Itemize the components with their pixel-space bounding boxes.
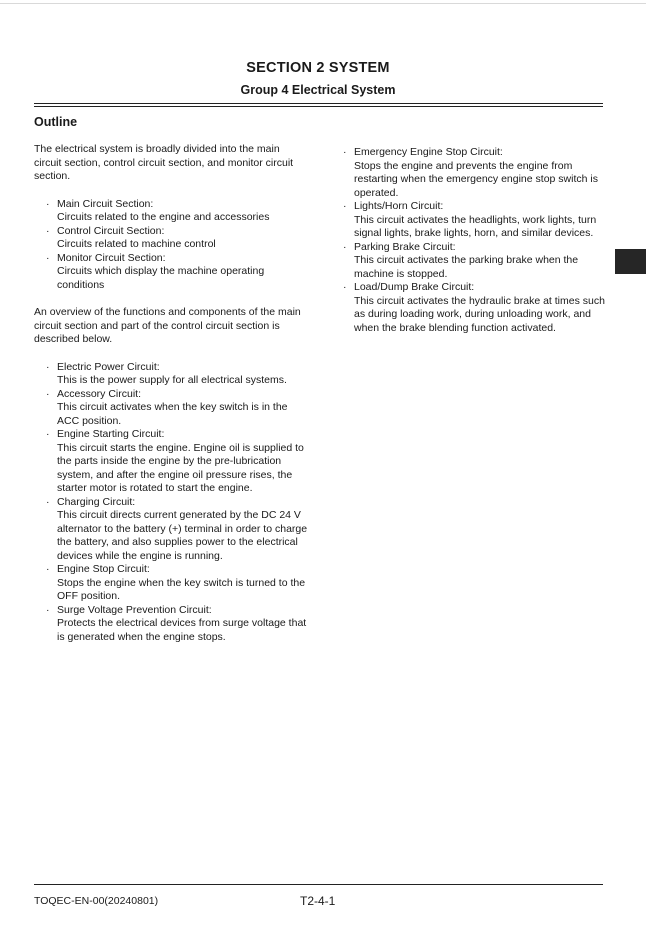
overview-paragraph: An overview of the functions and components of the main circuit section and part of the control circuit section is described below. xyxy=(34,306,301,345)
item-desc: This is the power supply for all electrical systems. xyxy=(57,374,287,386)
list-item xyxy=(34,604,309,645)
bullet-icon: · xyxy=(46,224,50,237)
list-item xyxy=(343,146,608,200)
bullet-icon: · xyxy=(46,603,50,616)
item-desc: This circuit directs current generated by the DC 24 V alternator to the battery (+) terminal in order to charge the battery, and also supplies power to the electrical devices while the engine is running. xyxy=(57,509,308,562)
section-title: SECTION 2 SYSTEM xyxy=(246,60,390,76)
item-desc: Circuits which display the machine operating conditions xyxy=(57,265,265,291)
top-rule xyxy=(0,3,646,4)
list-item xyxy=(343,241,608,282)
item-desc: This circuit starts the engine. Engine oil is supplied to the parts inside the engine by the pre-lubrication system, and after the engine oil pressure rises, the starter motor is rotated to start the engine. xyxy=(57,441,304,494)
item-desc: This circuit activates the headlights, work lights, turn signal lights, brake lights, horn, and similar devices. xyxy=(354,213,597,239)
bullet-icon: · xyxy=(46,387,50,400)
list-item xyxy=(34,388,309,429)
item-title: Engine Stop Circuit: xyxy=(57,563,150,575)
list-item xyxy=(34,252,309,293)
list-item xyxy=(34,198,309,225)
circuit-list-left xyxy=(34,361,309,645)
item-title: Electric Power Circuit: xyxy=(57,360,160,373)
item-title: Charging Circuit: xyxy=(57,495,136,508)
list-item xyxy=(34,496,309,564)
bullet-icon: · xyxy=(343,200,347,212)
item-desc: Stops the engine and prevents the engine from restarting when the emergency engine stop switch is operated. xyxy=(354,159,598,199)
footer-rule xyxy=(34,884,603,885)
list-item xyxy=(34,361,309,388)
item-desc: Circuits related to machine control xyxy=(57,238,216,250)
bullet-icon: · xyxy=(46,495,50,508)
bullet-icon: · xyxy=(46,197,50,210)
item-desc: This circuit activates the parking brake when the machine is stopped. xyxy=(354,254,579,280)
page-number: T2-4-1 xyxy=(300,894,336,908)
item-title: Load/Dump Brake Circuit: xyxy=(354,281,475,293)
bullet-icon: · xyxy=(343,240,347,253)
section-list xyxy=(34,198,309,293)
list-item xyxy=(34,225,309,252)
right-column xyxy=(343,146,608,349)
left-column xyxy=(34,143,309,658)
document-code: TOQEC-EN-00(20240801) xyxy=(34,895,159,907)
item-title: Surge Voltage Prevention Circuit: xyxy=(57,603,212,616)
list-item xyxy=(343,200,608,241)
list-item xyxy=(343,281,608,335)
item-title: Engine Starting Circuit: xyxy=(57,428,165,440)
bullet-icon: · xyxy=(46,428,50,440)
bullet-icon: · xyxy=(46,360,50,373)
item-title: Parking Brake Circuit: xyxy=(354,240,456,253)
outline-heading: Outline xyxy=(34,115,78,129)
item-title: Emergency Engine Stop Circuit: xyxy=(354,146,503,158)
item-title: Accessory Circuit: xyxy=(57,387,142,400)
item-title: Lights/Horn Circuit: xyxy=(354,200,444,212)
bullet-icon: · xyxy=(343,281,347,293)
section-tab-marker xyxy=(615,249,646,274)
list-item xyxy=(34,428,309,496)
item-title: Control Circuit Section: xyxy=(57,224,165,237)
outline-intro: The electrical system is broadly divided into the main circuit section, control circuit section, and monitor circuit section. xyxy=(34,143,294,182)
list-item xyxy=(34,563,309,604)
bullet-icon: · xyxy=(46,251,50,264)
item-desc: Stops the engine when the key switch is turned to the OFF position. xyxy=(57,576,306,602)
circuit-list-right xyxy=(343,146,608,335)
header-rule xyxy=(34,103,603,107)
item-desc: This circuit activates when the key switch is in the ACC position. xyxy=(57,401,288,427)
item-desc: Protects the electrical devices from surge voltage that is generated when the engine stops. xyxy=(57,617,307,643)
item-title: Monitor Circuit Section: xyxy=(57,251,166,264)
bullet-icon: · xyxy=(46,563,50,575)
group-title: Group 4 Electrical System xyxy=(240,83,396,97)
item-title: Main Circuit Section: xyxy=(57,197,154,210)
bullet-icon: · xyxy=(343,146,347,158)
item-desc: Circuits related to the engine and accessories xyxy=(57,211,270,223)
item-desc: This circuit activates the hydraulic brake at times such as during loading work, during unloading work, and when the brake blending function activated. xyxy=(354,294,605,334)
